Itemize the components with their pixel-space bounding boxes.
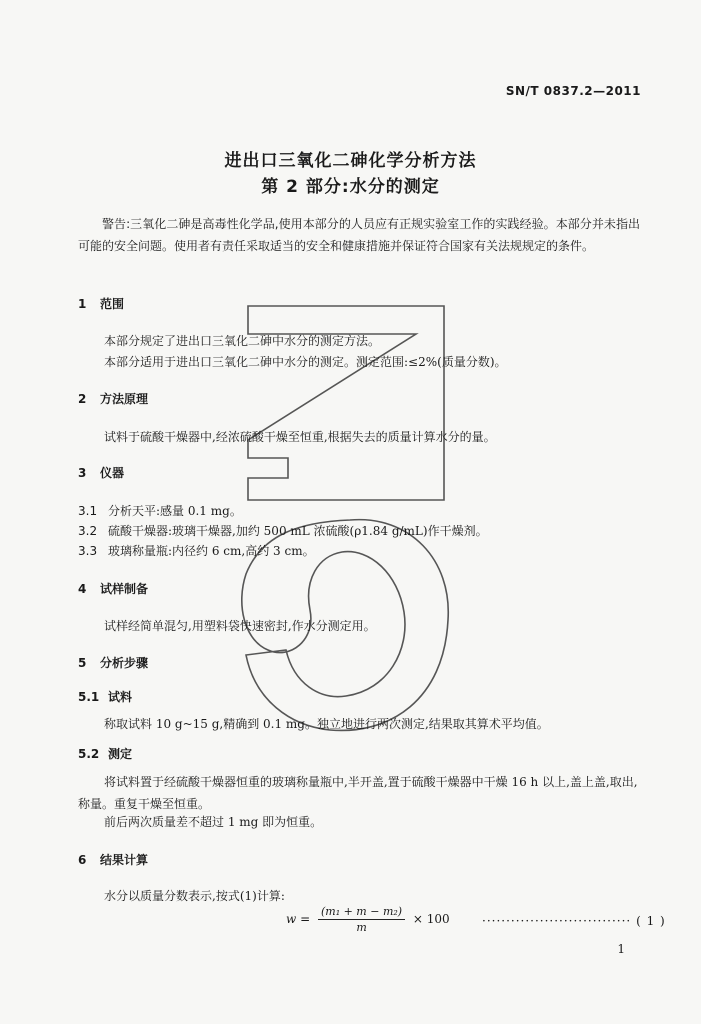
instrument-item [78, 502, 242, 519]
item-number: 3.3 [78, 544, 98, 558]
formula-denominator: m [356, 921, 367, 934]
section-4-heading [78, 580, 148, 597]
warning-paragraph: 警告:三氧化二砷是高毒性化学品,使用本部分的人员应有正规实验室工作的实践经验。本部分并未指出可能的安全问题。使用者有责任采取适当的安全和健康措施并保证符合国家有关法规规定的条件。 [78, 217, 640, 253]
subsection-5-2-paragraph-2: 前后两次质量差不超过 1 mg 即为恒重。 [104, 815, 323, 829]
section-1-heading [78, 295, 124, 312]
instrument-item [78, 542, 315, 559]
subsection-5-1-heading [78, 688, 132, 705]
formula-equation-number: ( 1 ) [636, 914, 666, 928]
formula-factor: × 100 [412, 912, 450, 926]
document-subtitle: 第 2 部分:水分的测定 [261, 177, 440, 197]
subsection-5-2-heading [78, 745, 132, 762]
section-2-paragraph-1: 试料于硫酸干燥器中,经浓硫酸干燥至恒重,根据失去的质量计算水分的量。 [104, 430, 496, 444]
item-number: 3.2 [78, 524, 98, 538]
subsection-number: 5.2 [78, 747, 100, 761]
formula-fraction [318, 905, 405, 934]
subsection-title: 测定 [108, 747, 133, 761]
section-title: 分析步骤 [100, 656, 149, 670]
section-number: 6 [78, 853, 87, 867]
formula-leader-dots: ······························· [482, 914, 632, 928]
section-number: 1 [78, 297, 87, 311]
section-2-heading [78, 390, 148, 407]
section-number: 4 [78, 582, 87, 596]
item-text: 分析天平:感量 0.1 mg。 [108, 504, 242, 518]
item-text: 硫酸干燥器:玻璃干燥器,加约 500 mL 浓硫酸(ρ1.84 g/mL)作干燥剂。 [108, 524, 488, 538]
section-3-heading [78, 464, 124, 481]
formula [286, 905, 450, 934]
section-title: 结果计算 [100, 853, 149, 867]
page-number: 1 [617, 942, 625, 956]
section-5-heading [78, 654, 148, 671]
formula-numerator: (m₁ + m − m₂) [318, 905, 405, 920]
section-number: 5 [78, 656, 87, 670]
section-number: 2 [78, 392, 87, 406]
section-6-paragraph-1: 水分以质量分数表示,按式(1)计算: [104, 889, 285, 903]
subsection-5-2-paragraph-1: 将试料置于经硫酸干燥器恒重的玻璃称量瓶中,半开盖,置于硫酸干燥器中干燥 16 h 以上,盖上盖,取出,称量。重复干燥至恒重。 [78, 775, 638, 811]
formula-number-line [482, 914, 666, 928]
section-title: 仪器 [100, 466, 125, 480]
document-title: 进出口三氧化二砷化学分析方法 [224, 151, 477, 171]
section-title: 方法原理 [100, 392, 149, 406]
subsection-title: 试料 [108, 690, 133, 704]
subsection-number: 5.1 [78, 690, 100, 704]
item-number: 3.1 [78, 504, 98, 518]
section-1-paragraph-2: 本部分适用于进出口三氧化二砷中水分的测定。测定范围:≤2%(质量分数)。 [104, 355, 507, 369]
subsection-5-1-paragraph: 称取试料 10 g~15 g,精确到 0.1 mg。独立地进行两次测定,结果取其算术平均值。 [104, 717, 549, 731]
section-6-heading [78, 851, 148, 868]
section-number: 3 [78, 466, 87, 480]
section-title: 范围 [100, 297, 125, 311]
standard-code: SN/T 0837.2—2011 [505, 84, 641, 98]
item-text: 玻璃称量瓶:内径约 6 cm,高约 3 cm。 [108, 544, 315, 558]
section-1-paragraph-1: 本部分规定了进出口三氧化二砷中水分的测定方法。 [104, 334, 381, 348]
formula-lhs: w = [286, 912, 311, 926]
section-title: 试样制备 [100, 582, 149, 596]
instrument-item [78, 522, 488, 539]
section-4-paragraph-1: 试样经简单混匀,用塑料袋快速密封,作水分测定用。 [104, 619, 376, 633]
